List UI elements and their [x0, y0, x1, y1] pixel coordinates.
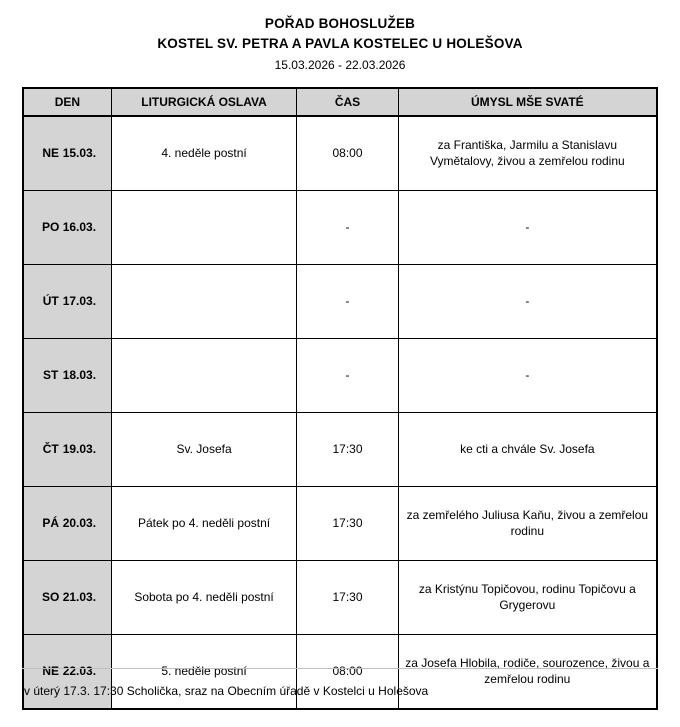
cell-intention: -	[398, 338, 657, 412]
cell-liturgy: Sv. Josefa	[111, 412, 297, 486]
document-title-line-2: KOSTEL SV. PETRA A PAVLA KOSTELEC U HOLEŠOVA	[157, 35, 523, 51]
cell-liturgy: Pátek po 4. neděli postní	[111, 486, 297, 560]
cell-day	[23, 486, 111, 560]
cell-time: -	[297, 190, 398, 264]
day-name: PO	[42, 220, 60, 235]
schedule-table	[22, 87, 658, 710]
cell-time: 08:00	[297, 116, 398, 191]
cell-time: -	[297, 264, 398, 338]
column-header-liturgy: LITURGICKÁ OSLAVA	[111, 88, 297, 116]
day-date: 21.03.	[62, 590, 97, 605]
cell-liturgy: 4. neděle postní	[111, 116, 297, 191]
cell-liturgy	[111, 264, 297, 338]
cell-time: 17:30	[297, 560, 398, 634]
table-row	[23, 412, 657, 486]
document-date-range: 15.03.2026 - 22.03.2026	[274, 58, 406, 73]
cell-intention: za Kristýnu Topičovou, rodinu Topičovu a Grygerovu	[398, 560, 657, 634]
cell-intention: ke cti a chvále Sv. Josefa	[398, 412, 657, 486]
cell-liturgy	[111, 190, 297, 264]
day-name: ST	[43, 368, 59, 383]
day-date: 15.03.	[62, 146, 97, 161]
cell-liturgy: Sobota po 4. neděli postní	[111, 560, 297, 634]
cell-time: 08:00	[297, 634, 398, 709]
cell-time: 17:30	[297, 486, 398, 560]
footer-note: v úterý 17.3. 17:30 Scholička, sraz na Obecním úřadě v Kostelci u Holešova	[24, 684, 429, 698]
day-name: PÁ	[42, 516, 60, 531]
table-row	[23, 116, 657, 191]
document-title-line-1: POŘAD BOHOSLUŽEB	[264, 16, 416, 31]
day-name: NE	[42, 664, 60, 679]
table-row	[23, 486, 657, 560]
column-header-day: DEN	[23, 88, 111, 116]
cell-day	[23, 116, 111, 191]
cell-day	[23, 338, 111, 412]
document-footer	[22, 668, 658, 700]
cell-day	[23, 412, 111, 486]
day-date: 19.03.	[62, 442, 97, 457]
day-name: ÚT	[42, 294, 59, 309]
cell-time: -	[297, 338, 398, 412]
schedule-table-wrapper	[22, 87, 658, 710]
day-name: SO	[42, 590, 60, 605]
cell-intention: za Josefa Hlobila, rodiče, sourozence, živou a zemřelou rodinu	[398, 634, 657, 709]
cell-liturgy	[111, 338, 297, 412]
day-date: 20.03.	[62, 516, 97, 531]
cell-intention: za Františka, Jarmilu a Stanislavu Vymětalovy, živou a zemřelou rodinu	[398, 116, 657, 191]
cell-time: 17:30	[297, 412, 398, 486]
day-date: 18.03.	[62, 368, 97, 383]
table-header-row	[23, 88, 657, 116]
column-header-intention: ÚMYSL MŠE SVATÉ	[398, 88, 657, 116]
cell-intention: -	[398, 190, 657, 264]
day-date: 16.03.	[62, 220, 97, 235]
cell-liturgy: 5. neděle postní	[111, 634, 297, 709]
table-row	[23, 264, 657, 338]
table-row	[23, 560, 657, 634]
day-name: NE	[42, 146, 60, 161]
cell-day	[23, 190, 111, 264]
cell-intention: za zemřelého Juliusa Kaňu, živou a zemřelou rodinu	[398, 486, 657, 560]
cell-intention: -	[398, 264, 657, 338]
day-name: ČT	[42, 442, 59, 457]
cell-day	[23, 264, 111, 338]
cell-day	[23, 560, 111, 634]
table-body	[23, 116, 657, 709]
day-date: 22.03.	[62, 664, 97, 679]
document-header	[0, 0, 680, 74]
table-row	[23, 190, 657, 264]
day-date: 17.03.	[62, 294, 97, 309]
column-header-time: ČAS	[297, 88, 398, 116]
table-row	[23, 338, 657, 412]
